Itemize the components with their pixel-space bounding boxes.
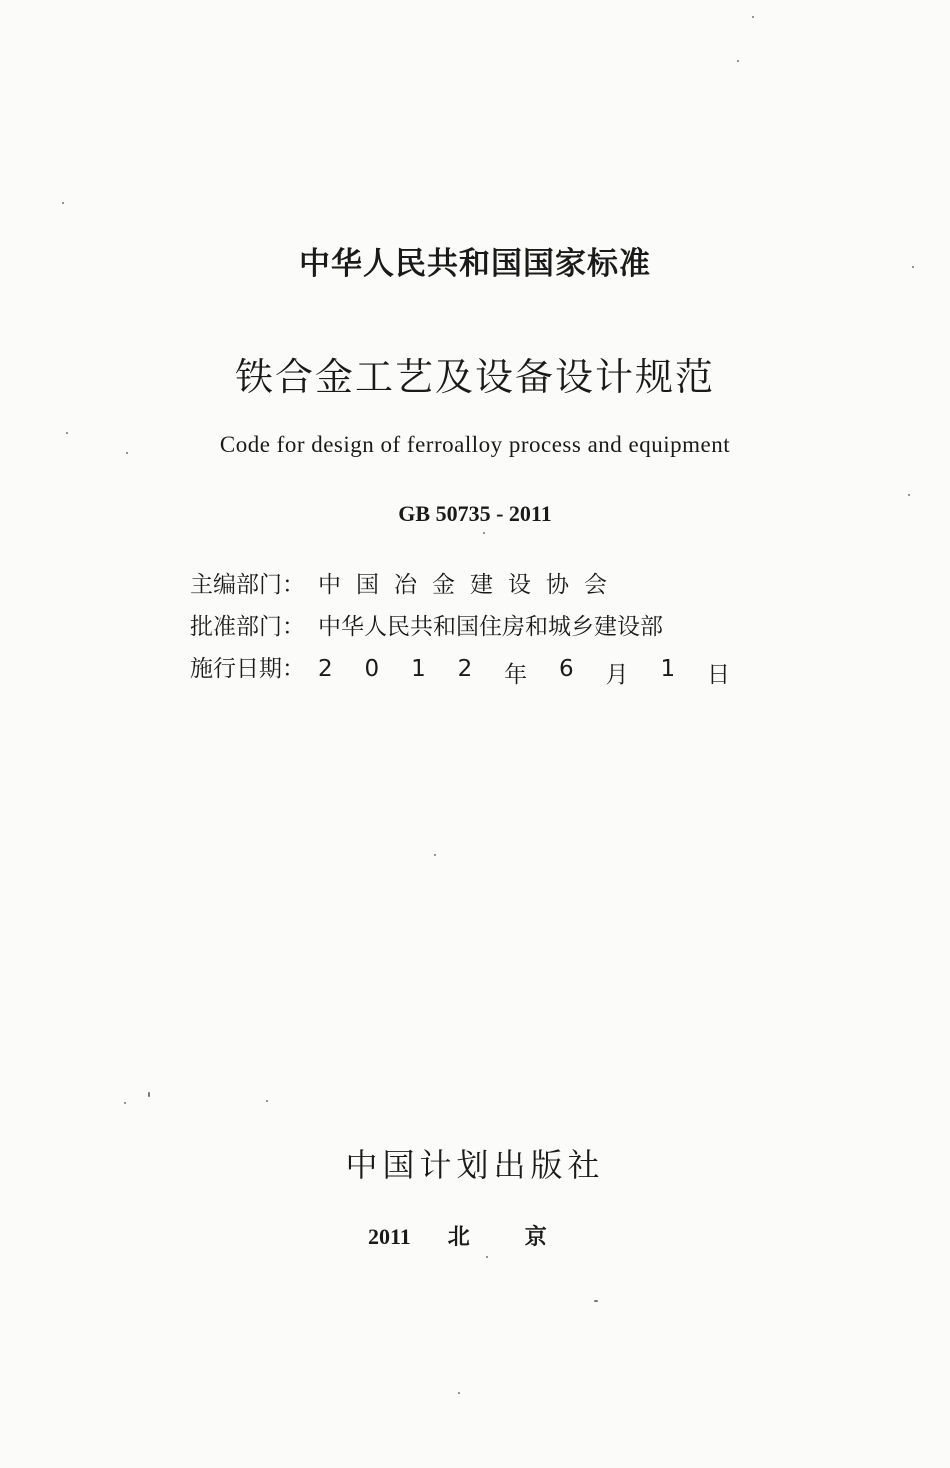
publisher-name: 中国计划出版社 [345,1146,605,1184]
scan-speck [148,1092,150,1097]
scan-speck [62,202,64,204]
effective-date-value [318,656,730,689]
effective-date-part: 1 [660,656,676,682]
scan-speck [66,432,68,434]
effective-date-part: 1 [411,656,426,682]
standard-series: 中华人民共和国国家标准 [299,246,651,282]
approver-row [190,608,730,650]
scan-speck [483,532,485,534]
publication-year: 2011 [368,1224,411,1249]
document-title-english: Code for design of ferroalloy process and equipment [219,432,731,457]
scan-speck [908,494,910,496]
scan-speck [912,266,914,268]
approver-value: 中华人民共和国住房和城乡建设部 [318,614,663,640]
scan-speck [737,60,739,62]
scan-speck [486,1256,488,1258]
scan-speck [124,1102,126,1104]
scan-speck [266,1100,268,1102]
publication-city: 北京 [447,1225,602,1250]
scan-speck [458,1392,460,1394]
editor-value: 中国冶金建设协会 [318,572,622,598]
scan-speck [126,452,128,454]
effective-date-part: 2 [318,656,333,682]
editor-label: 主编部门： [190,572,305,598]
scan-speck [594,1300,598,1302]
effective-date-part: 0 [364,656,380,682]
effective-date-part: 6 [559,656,574,682]
approver-label: 批准部门： [190,614,305,640]
scan-speck [752,16,754,18]
effective-date-part: 日 [706,662,730,688]
scan-speck [434,854,436,856]
effective-date-label: 施行日期： [190,656,305,682]
effective-date-part: 年 [504,662,528,688]
standard-number: GB 50735 - 2011 [398,501,552,526]
document-title-chinese: 铁合金工艺及设备设计规范 [234,355,715,399]
effective-date-part: 月 [605,662,629,688]
standard-metadata [190,566,730,692]
editor-row [190,566,730,608]
effective-date-row [190,650,730,692]
publication-line [368,1220,602,1251]
effective-date-part: 2 [457,656,473,682]
